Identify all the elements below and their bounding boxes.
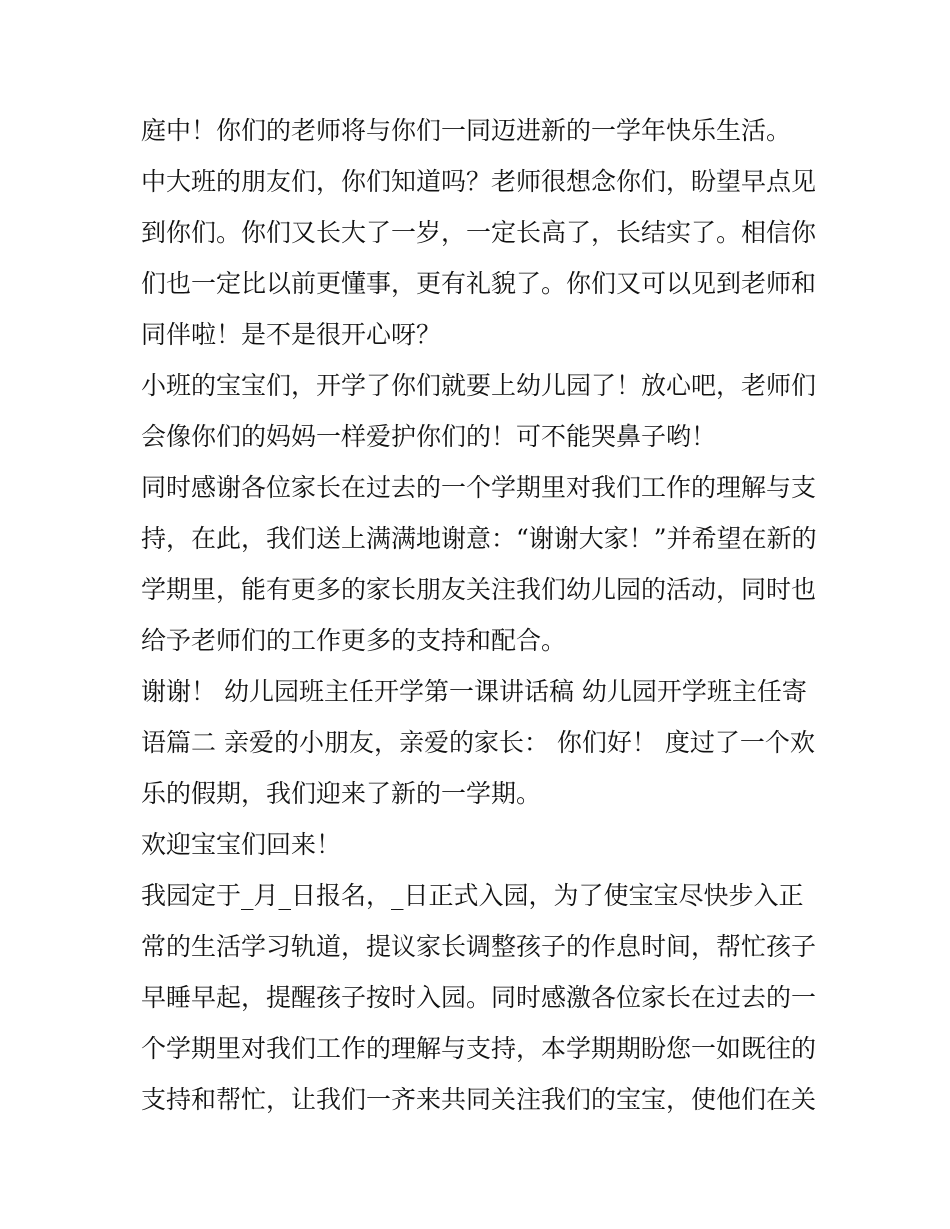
text-line: 给予老师们的工作更多的支持和配合。: [141, 626, 567, 655]
text-line: 会像你们的妈妈一样爱护你们的！可不能哭鼻子哟！: [141, 422, 717, 451]
text-line: 语篇二 亲爱的小朋友，亲爱的家长： 你们好！ 度过了一个欢: [141, 728, 815, 757]
text-line: 们也一定比以前更懂事，更有礼貌了。你们又可以见到老师和: [141, 269, 817, 298]
text-line: 学期里，能有更多的家长朋友关注我们幼儿园的活动，同时也: [141, 575, 817, 604]
text-line: 欢迎宝宝们回来！: [141, 830, 342, 859]
text-line: 中大班的朋友们，你们知道吗？老师很想念你们，盼望早点见: [141, 167, 817, 196]
text-line: 支持和帮忙，让我们一齐来共同关注我们的宝宝，使他们在关: [141, 1085, 817, 1114]
text-line: 同时感谢各位家长在过去的一个学期里对我们工作的理解与支: [141, 473, 817, 502]
text-line: 到你们。你们又长大了一岁，一定长高了，长结实了。相信你: [141, 218, 817, 247]
text-line: 同伴啦！是不是很开心呀？: [141, 320, 442, 349]
text-line: 谢谢！ 幼儿园班主任开学第一课讲话稿 幼儿园开学班主任寄: [141, 677, 807, 706]
text-line: 持，在此，我们送上满满地谢意：“谢谢大家！”并希望在新的: [141, 524, 817, 553]
text-line: 常的生活学习轨道，提议家长调整孩子的作息时间，帮忙孩子: [141, 932, 817, 961]
text-line: 小班的宝宝们，开学了你们就要上幼儿园了！放心吧，老师们: [141, 371, 817, 400]
text-line: 我园定于_月_日报名，_日正式入园，为了使宝宝尽快步入正: [141, 881, 804, 910]
body-text: [141, 105, 821, 1125]
text-line: 个学期里对我们工作的理解与支持，本学期期盼您一如既往的: [141, 1034, 817, 1063]
text-line: 庭中！你们的老师将与你们一同迈进新的一学年快乐生活。: [141, 116, 792, 145]
text-line: 乐的假期，我们迎来了新的一学期。: [141, 779, 542, 808]
text-line: 早睡早起，提醒孩子按时入园。同时感激各位家长在过去的一: [141, 983, 817, 1012]
